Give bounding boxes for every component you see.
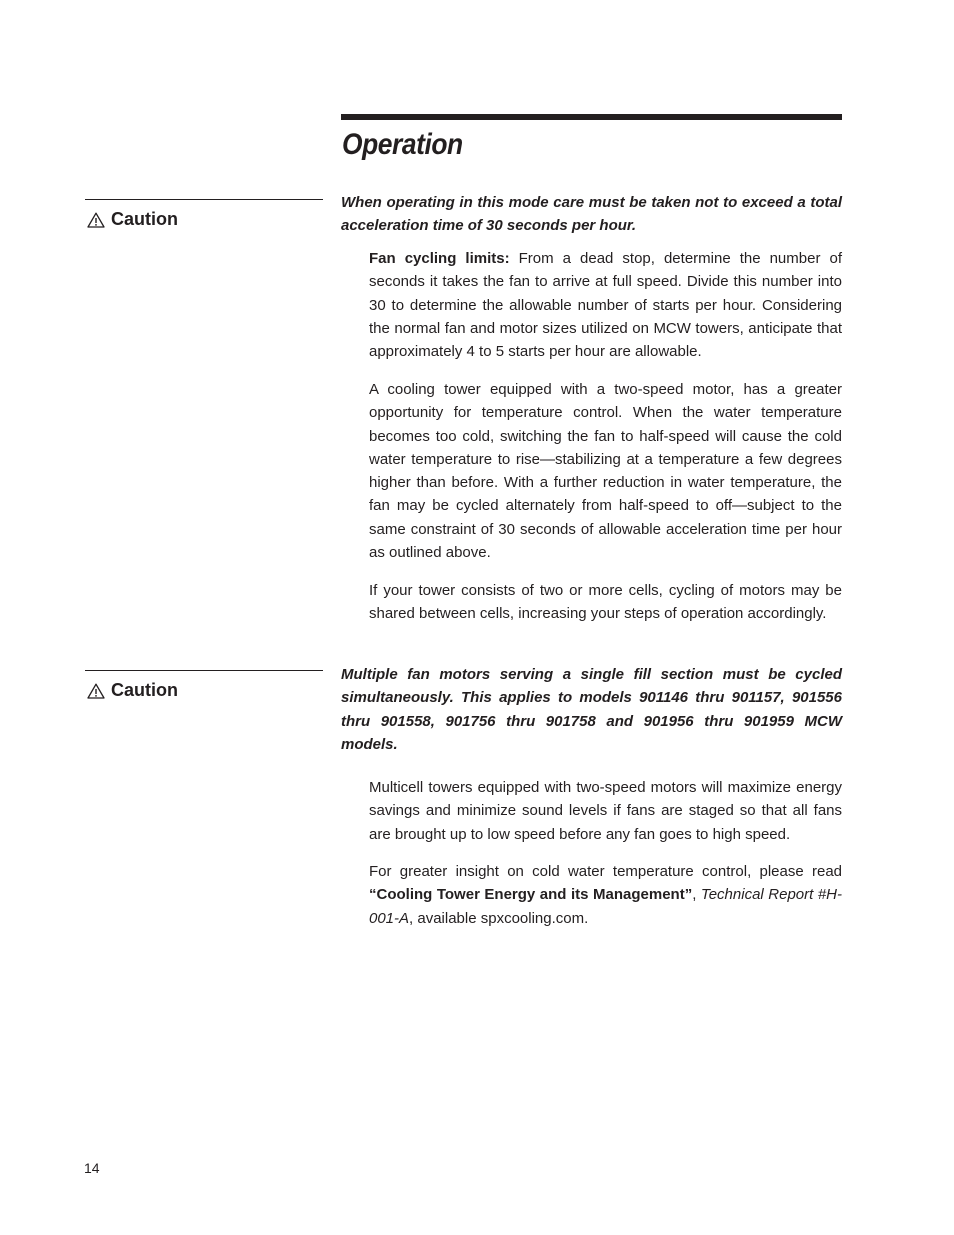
fan-cycling-text: From a dead stop, determine the number of seconds it takes the fan to arrive at full speed. Divide this number into 30 to determine the allowable number of starts per hour. Considering the normal fan and motor sizes utilized on MCW towers, anticipate that approximately 4 to 5 starts per hour are allowable. (369, 250, 842, 361)
caution-text: Multiple fan motors serving a single fill section must be cycled simultaneously. This applies to models 901146 thru 901157, 901556 thru 901558, 901756 thru 901758 and 901956 thru 901959 MCW models. (341, 666, 842, 753)
warning-triangle-icon (87, 212, 105, 228)
caution-label-text: Caution (111, 209, 178, 229)
report-title: “Cooling Tower Energy and its Management” (369, 886, 693, 904)
page-number: 14 (84, 1160, 100, 1176)
fan-cycling-paragraph (369, 247, 842, 363)
page-title: Operation (342, 128, 463, 161)
caution-label (87, 680, 178, 701)
caution-label-text: Caution (111, 680, 178, 700)
staging-paragraph: Multicell towers equipped with two-speed motors will maximize energy savings and minimize sound levels if fans are staged so that all fans are brought up to low speed before any fan goes to high speed. (369, 779, 842, 843)
multi-cell-paragraph: If your tower consists of two or more cells, cycling of motors may be shared between cells, increasing your steps of operation accordingly. (369, 582, 842, 623)
fan-cycling-lead: Fan cycling limits: (369, 250, 510, 267)
reference-paragraph (369, 860, 842, 930)
warning-triangle-icon (87, 683, 105, 699)
two-speed-paragraph: A cooling tower equipped with a two-speed motor, has a greater opportunity for temperature control. When the water temperature becomes too cold, switching the fan to half-speed will cause the cold water temperature to rise—stabilizing at a temperature a few degrees higher than before. With a further reduction in water temperature, the fan may be cycled alternately from half-speed to off—subject to the same constraint of 30 seconds of allowable acceleration time per hour as outlined above. (369, 381, 842, 562)
caution-divider (85, 199, 323, 200)
reference-sep: , (692, 886, 701, 904)
caution-label (87, 209, 178, 230)
reference-outro: , available spxcooling.com. (409, 909, 589, 927)
caution-divider (85, 670, 323, 671)
title-rule (341, 114, 842, 120)
caution-text: When operating in this mode care must be taken not to exceed a total acceleration time of 30 seconds per hour. (341, 194, 842, 235)
report-id: Technical Report #H-001-A (369, 886, 842, 927)
reference-intro: For greater insight on cold water temperature control, please read (369, 863, 842, 880)
